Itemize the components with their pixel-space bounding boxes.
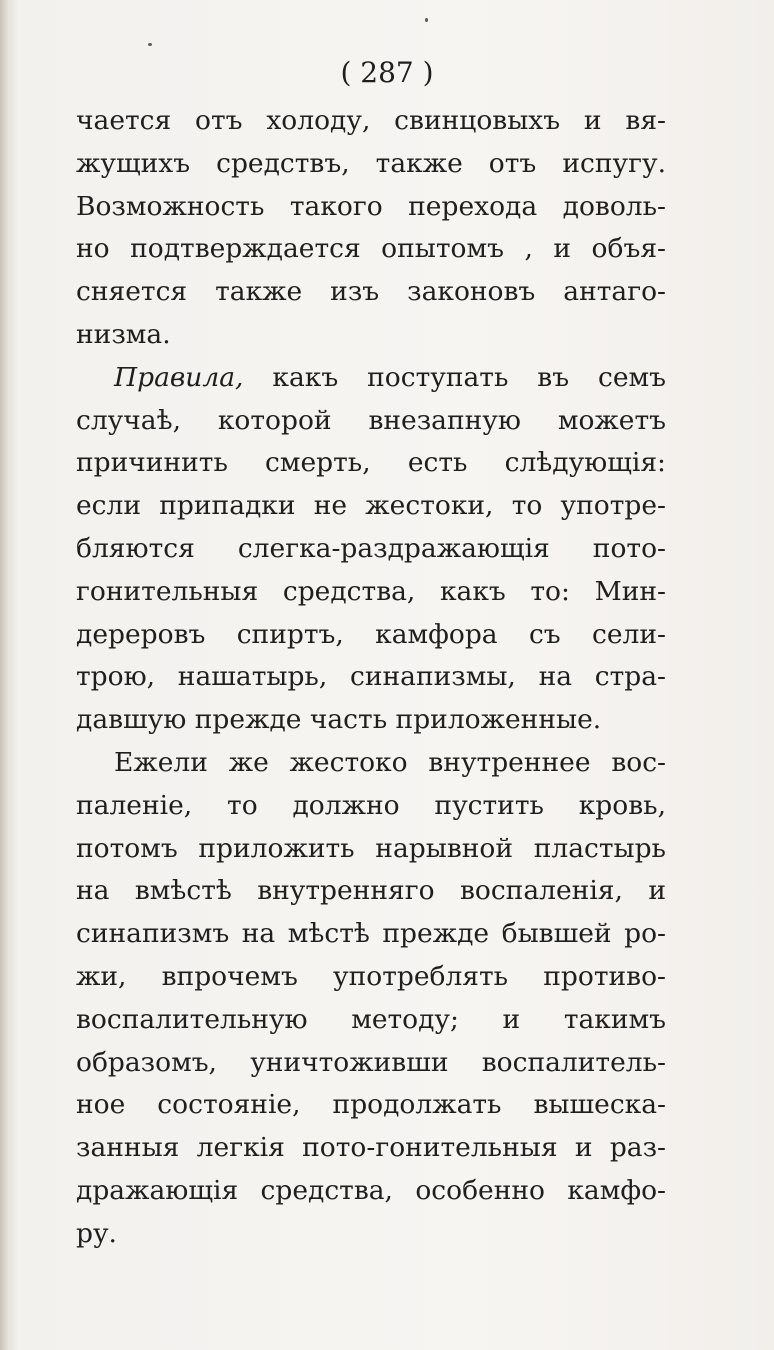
text-line: гонительныя средства, какъ то: Мин- [76,575,666,607]
paragraph-2 [76,357,666,742]
text-line: синапизмъ на мѣстѣ прежде бывшей ро- [76,918,666,950]
text-line: бляются слегка-раздражающія пото- [76,532,666,564]
text-line: образомъ, уничтоживши воспалитель- [76,1046,666,1078]
body-text [76,100,666,1256]
text-line: на вмѣстѣ внутренняго воспаленія, и [76,875,666,907]
paragraph-1 [76,100,666,357]
ink-speck [425,18,428,22]
text-line: давшую прежде часть приложенные. [76,704,602,736]
text-line: Возможность такого перехода доволь- [76,190,666,222]
text-line: жущихъ средствъ, также отъ испугу. [76,147,666,179]
ink-speck [148,43,152,46]
text-line: низма. [76,318,171,350]
text-line: потомъ приложить нарывной пластырь [76,832,666,864]
paragraph-3 [76,742,666,1256]
text-line: Ежели же жестоко внутреннее вос- [114,746,666,778]
text-line: чается отъ холоду, свинцовыхъ и вя- [76,105,666,136]
text-line: паленіе, то должно пустить кровь, [76,789,666,821]
text-line: трою, нашатырь, синапизмы, на стра- [76,661,666,693]
text-line: ное состояніе, продолжать вышеска- [76,1089,666,1121]
text-line: сняется также изъ законовъ антаго- [76,276,666,308]
italic-lead-word: Правила, [114,361,244,393]
text-line: случаѣ, которой внезапную можетъ [76,404,666,436]
text-line-rest: какъ поступать въ семъ [243,361,666,393]
text-line: но подтверждается опытомъ , и объя- [76,233,666,265]
text-line: если припадки не жестоки, то употре- [76,490,666,522]
text-line: воспалительную методу; и такимъ [76,1003,666,1035]
text-line: дереровъ спиртъ, камфора съ сели- [76,618,666,650]
text-line: ру. [76,1217,117,1249]
text-line [76,357,666,400]
text-line: дражающія средства, особенно камфо- [76,1174,666,1206]
page-number: ( 287 ) [340,56,434,89]
text-line: причинить смерть, есть слѣдующія: [76,447,666,479]
text-line: жи, впрочемъ употреблять противо- [76,960,666,992]
text-line: занныя легкія пото-гонительныя и раз- [76,1132,666,1164]
page-binding-edge [0,0,10,1350]
